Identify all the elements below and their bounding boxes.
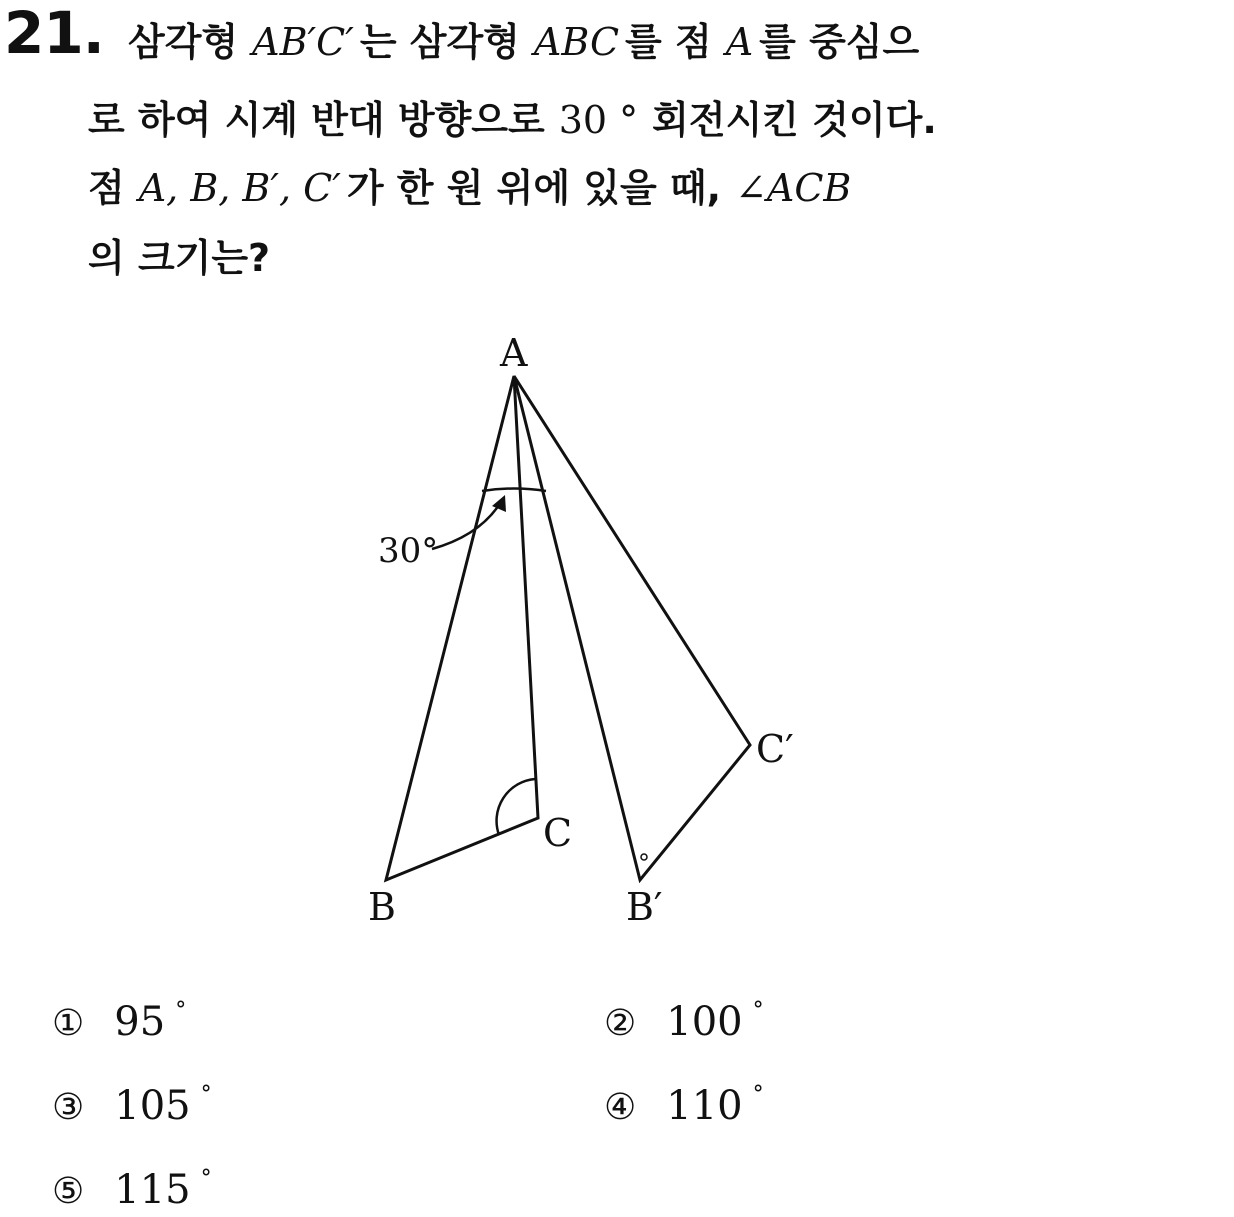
- degree-unit: °: [752, 998, 764, 1023]
- question-text: 의 크기는?: [88, 236, 271, 280]
- choice-1[interactable]: [52, 986, 186, 1049]
- degree-unit: °: [200, 1166, 212, 1191]
- triangle-ab-prime-c-prime: [514, 376, 750, 880]
- math-expression: ∠ACB: [735, 166, 852, 210]
- choice-value: 95: [114, 999, 166, 1045]
- label-b-prime: B′: [626, 885, 663, 929]
- question-text: 가 한 원 위에 있을 때,: [346, 166, 722, 210]
- choice-value: 115: [114, 1167, 191, 1213]
- choice-number: ③: [52, 1087, 85, 1128]
- choice-number: ②: [604, 1003, 637, 1044]
- choice-number: ①: [52, 1003, 85, 1044]
- label-b: B: [368, 885, 396, 929]
- rotation-angle-arc: [482, 489, 546, 492]
- choice-5[interactable]: [52, 1154, 212, 1217]
- choice-2[interactable]: [604, 986, 764, 1049]
- arrow-head: [492, 495, 506, 512]
- math-expression: ABC: [533, 20, 620, 64]
- label-angle-30: 30°: [378, 531, 439, 571]
- triangle-abc: [386, 376, 538, 880]
- label-a: A: [500, 331, 528, 375]
- degree-unit: °: [200, 1082, 212, 1107]
- choice-value: 105: [114, 1083, 191, 1129]
- angle-b-prime-mark: [641, 854, 647, 860]
- question-text: 회전시킨 것이다.: [652, 98, 937, 142]
- math-expression: AB′C′: [252, 20, 354, 64]
- question-number: 21.: [4, 0, 104, 67]
- choice-value: 100: [666, 999, 743, 1045]
- rotation-angle-arrow: [432, 505, 499, 549]
- math-expression: A, B, B′, C′: [138, 166, 341, 210]
- degree-unit: °: [175, 998, 187, 1023]
- question-text: 점: [88, 166, 125, 210]
- choice-number: ⑤: [52, 1171, 85, 1212]
- math-expression: A: [725, 20, 754, 64]
- degree-unit: °: [752, 1082, 764, 1107]
- question-text: 는 삼각형: [359, 20, 520, 64]
- label-c: C: [543, 811, 573, 855]
- choice-4[interactable]: [604, 1070, 764, 1133]
- choice-value: 110: [666, 1083, 743, 1129]
- math-expression: 30 °: [558, 98, 639, 142]
- question-text: 를 중심으: [759, 20, 920, 64]
- label-c-prime: C′: [756, 727, 794, 771]
- question-text: 삼각형: [128, 20, 239, 64]
- choice-3[interactable]: [52, 1070, 212, 1133]
- question-text: 로 하여 시계 반대 방향으로: [88, 98, 545, 142]
- question-text: 를 점: [625, 20, 712, 64]
- choice-number: ④: [604, 1087, 637, 1128]
